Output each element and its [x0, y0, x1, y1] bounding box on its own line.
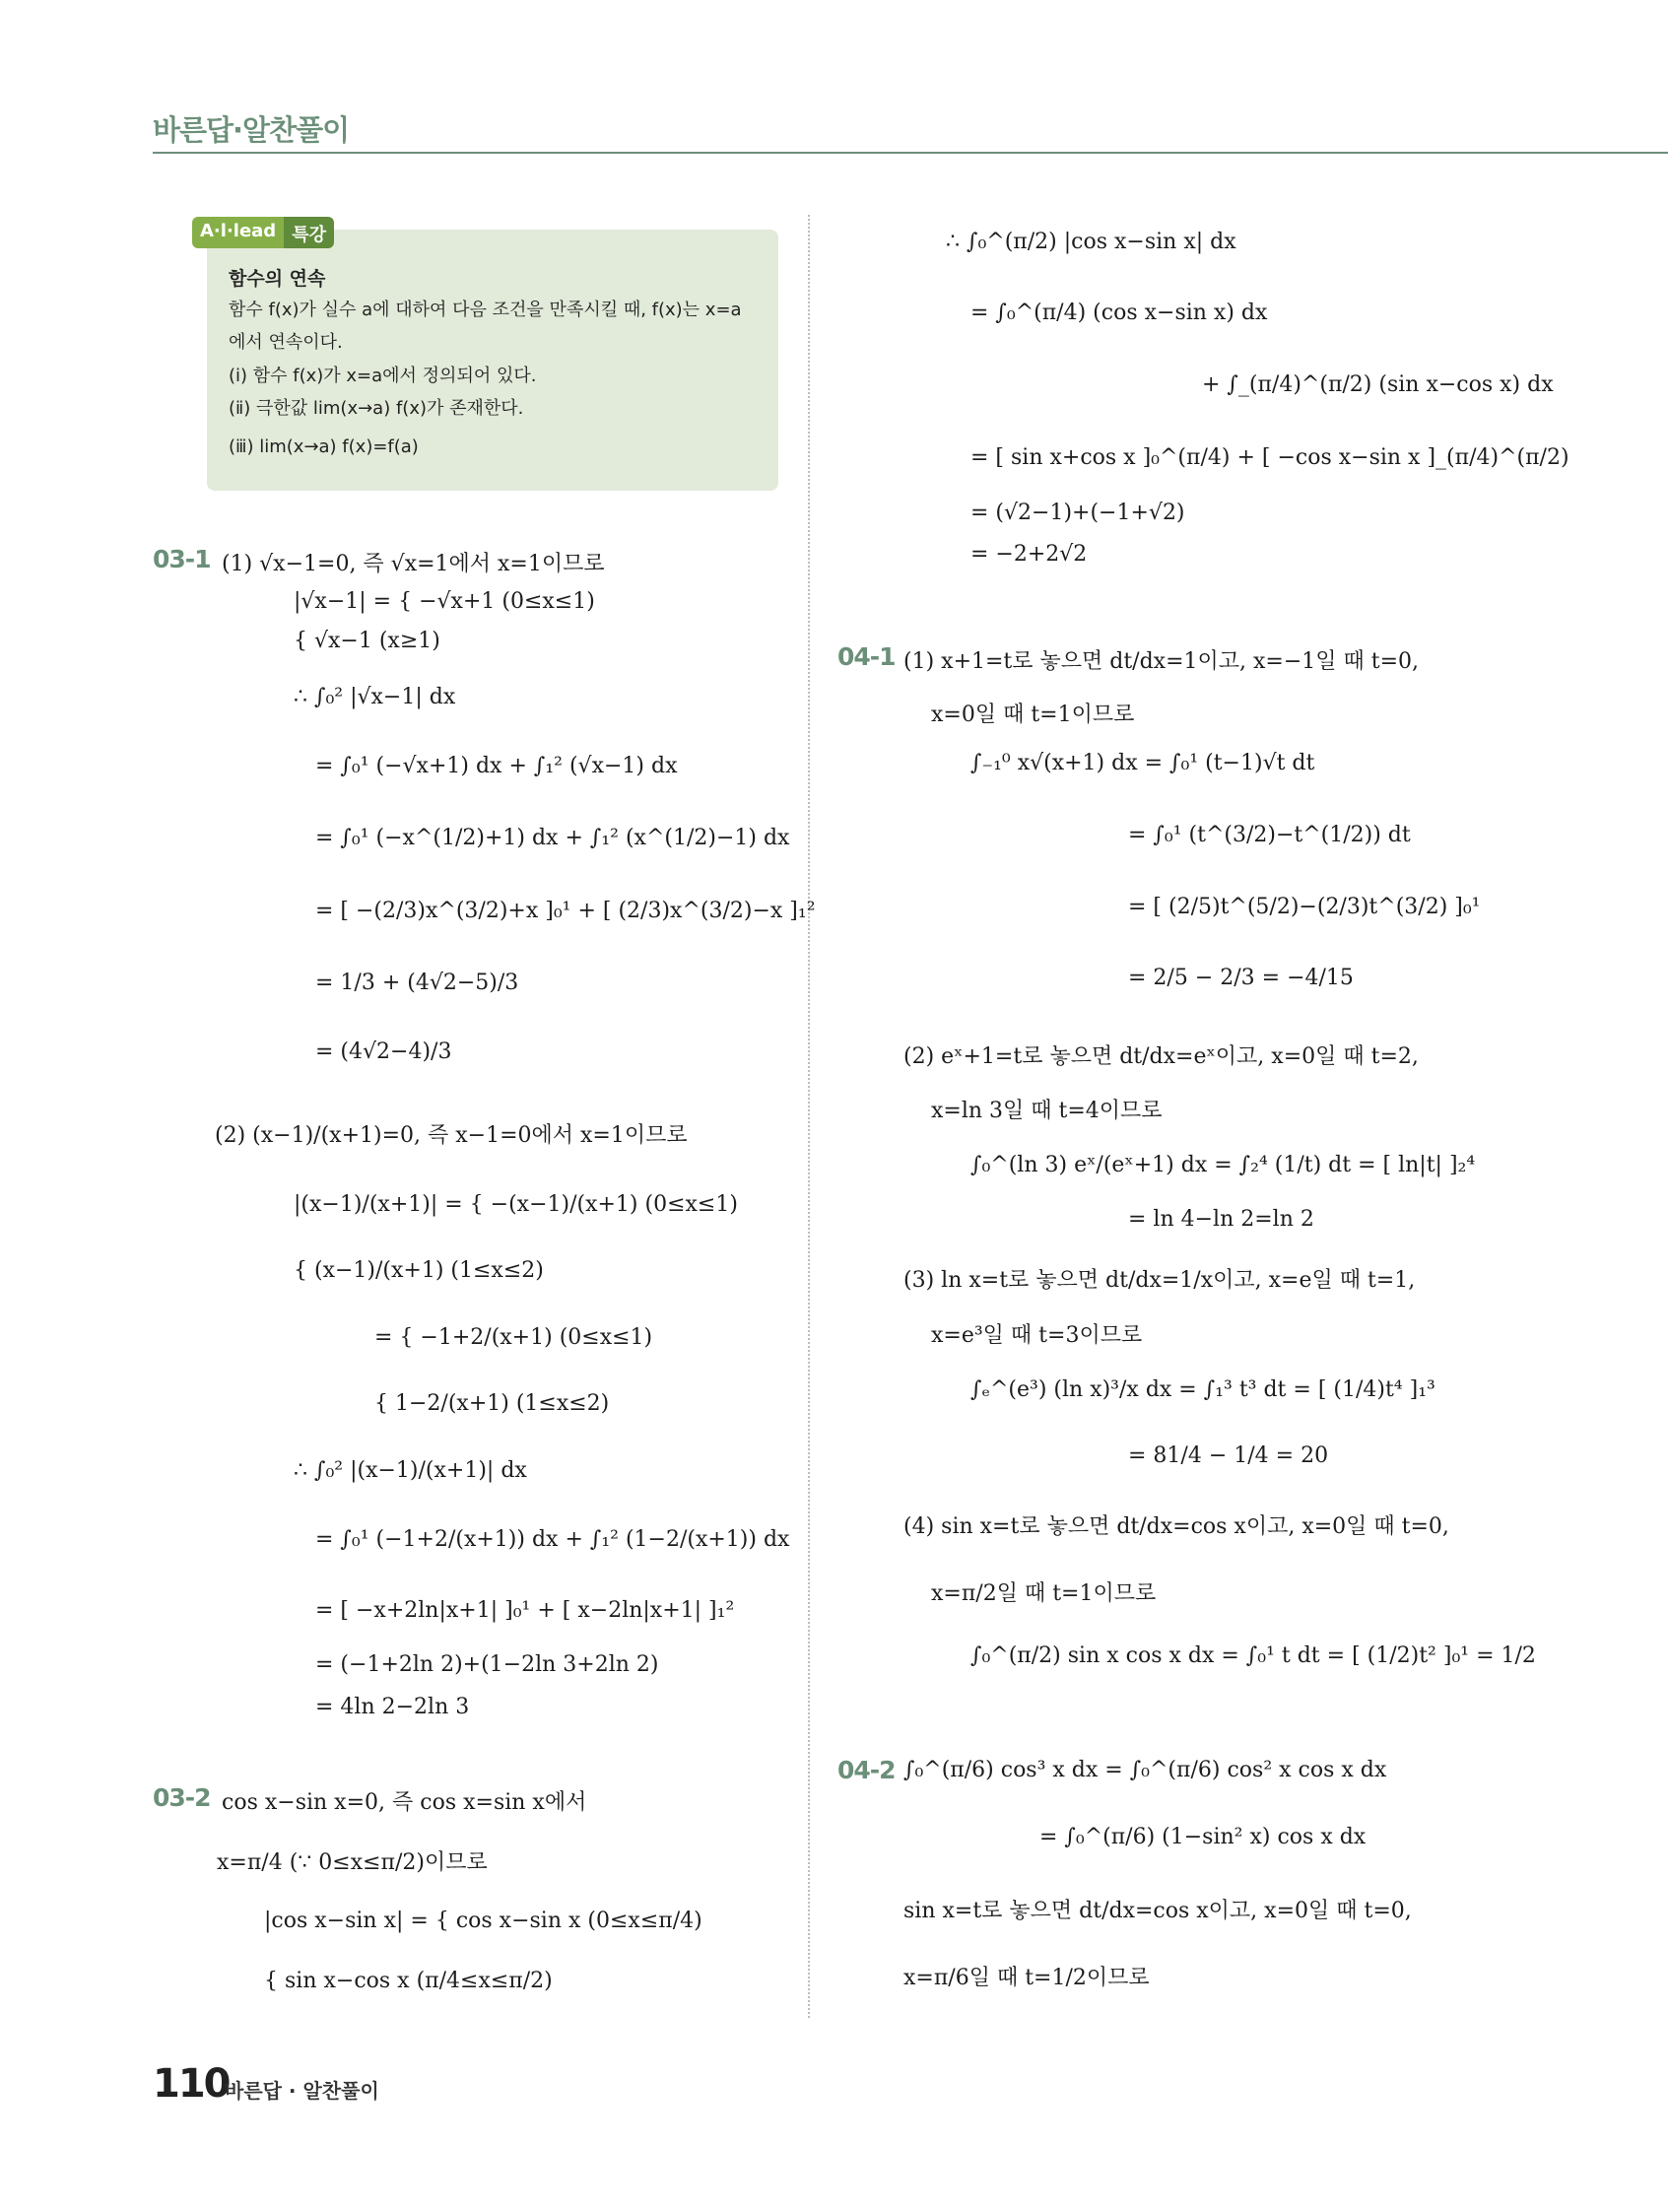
solution-line: ∫ₑ^(e³) (ln x)³/x dx = ∫₁³ t³ dt = [ (1/4)t⁴ ]₁³	[970, 1377, 1435, 1402]
tip-badge-label: 특강	[284, 217, 334, 248]
solution-line: = [ −x+2ln|x+1| ]₀¹ + [ x−2ln|x+1| ]₁²	[315, 1598, 735, 1623]
problem-id-03-2: 03-2	[153, 1783, 211, 1812]
solution-line: ∴ ∫₀² |(x−1)/(x+1)| dx	[294, 1458, 527, 1483]
solution-line: + ∫_(π/4)^(π/2) (sin x−cos x) dx	[1202, 372, 1554, 397]
solution-line: ∫₀^(π/6) cos³ x dx = ∫₀^(π/6) cos² x cos x dx	[903, 1758, 1387, 1782]
solution-line: { sin x−cos x (π/4≤x≤π/2)	[264, 1969, 553, 1993]
tip-line: (ⅲ) lim(x→a) f(x)=f(a)	[229, 436, 419, 457]
column-divider	[808, 215, 810, 2018]
solution-line: x=π/2일 때 t=1이므로	[931, 1581, 1157, 1606]
header-title: 바른답·알찬풀이	[153, 113, 350, 147]
solution-line: ∫₀^(ln 3) eˣ/(eˣ+1) dx = ∫₂⁴ (1/t) dt = [ ln|t| ]₂⁴	[970, 1153, 1476, 1177]
solution-line: |cos x−sin x| = { cos x−sin x (0≤x≤π/4)	[264, 1909, 702, 1933]
tip-line: 함수 f(x)가 실수 a에 대하여 다음 조건을 만족시킬 때, f(x)는 x=a	[229, 300, 742, 320]
solution-line: ∫₀^(π/2) sin x cos x dx = ∫₀¹ t dt = [ (1/2)t² ]₀¹ = 1/2	[970, 1643, 1536, 1668]
solution-line: = ∫₀^(π/6) (1−sin² x) cos x dx	[1039, 1825, 1367, 1849]
solution-line: = ∫₀¹ (−1+2/(x+1)) dx + ∫₁² (1−2/(x+1)) dx	[315, 1527, 790, 1552]
tip-badge	[192, 217, 334, 248]
solution-line: = { −1+2/(x+1) (0≤x≤1)	[374, 1325, 653, 1350]
footer-label: 바른답 · 알찬풀이	[225, 2079, 379, 2103]
solution-line: x=π/4 (∵ 0≤x≤π/2)이므로	[217, 1850, 488, 1875]
solution-line: = ∫₀¹ (−√x+1) dx + ∫₁² (√x−1) dx	[315, 754, 678, 778]
solution-line: ∴ ∫₀^(π/2) |cos x−sin x| dx	[946, 230, 1236, 254]
solution-line: x=π/6일 때 t=1/2이므로	[903, 1966, 1150, 1990]
solution-line: = ∫₀¹ (−x^(1/2)+1) dx + ∫₁² (x^(1/2)−1) dx	[315, 826, 790, 850]
solution-line: { 1−2/(x+1) (1≤x≤2)	[374, 1391, 610, 1416]
solution-line: (1) x+1=t로 놓으면 dt/dx=1이고, x=−1일 때 t=0,	[903, 649, 1420, 674]
solution-line: (4) sin x=t로 놓으면 dt/dx=cos x이고, x=0일 때 t=0,	[903, 1514, 1449, 1539]
problem-id-04-1: 04-1	[837, 642, 896, 671]
solution-line: = 81/4 − 1/4 = 20	[1128, 1443, 1329, 1468]
solution-line: = [ (2/5)t^(5/2)−(2/3)t^(3/2) ]₀¹	[1128, 895, 1481, 919]
solution-line: (2) (x−1)/(x+1)=0, 즉 x−1=0에서 x=1이므로	[215, 1123, 688, 1148]
solution-line: = ∫₀¹ (t^(3/2)−t^(1/2)) dt	[1128, 823, 1411, 847]
solution-line: = 2/5 − 2/3 = −4/15	[1128, 966, 1354, 990]
solution-line: cos x−sin x=0, 즉 cos x=sin x에서	[222, 1790, 587, 1815]
solution-line: = −2+2√2	[970, 542, 1088, 567]
solution-line: ∫₋₁⁰ x√(x+1) dx = ∫₀¹ (t−1)√t dt	[970, 751, 1315, 775]
header-rule	[153, 152, 1668, 154]
solution-line: = ln 4−ln 2=ln 2	[1128, 1207, 1314, 1232]
solution-line: = 4ln 2−2ln 3	[315, 1695, 470, 1719]
solution-line: = (√2−1)+(−1+√2)	[970, 501, 1185, 525]
problem-id-03-1: 03-1	[153, 545, 211, 573]
solution-line: ∴ ∫₀² |√x−1| dx	[294, 685, 456, 709]
solution-line: { (x−1)/(x+1) (1≤x≤2)	[294, 1258, 544, 1283]
solution-line: = (4√2−4)/3	[315, 1039, 452, 1064]
tip-line: (ⅱ) 극한값 lim(x→a) f(x)가 존재한다.	[229, 398, 524, 419]
solution-line: = ∫₀^(π/4) (cos x−sin x) dx	[970, 301, 1268, 325]
solution-line: sin x=t로 놓으면 dt/dx=cos x이고, x=0일 때 t=0,	[903, 1899, 1412, 1923]
solution-line: (3) ln x=t로 놓으면 dt/dx=1/x이고, x=e일 때 t=1,	[903, 1268, 1416, 1293]
solution-line: = (−1+2ln 2)+(1−2ln 3+2ln 2)	[315, 1652, 659, 1677]
tip-line: 에서 연속이다.	[229, 332, 343, 353]
solution-line: |(x−1)/(x+1)| = { −(x−1)/(x+1) (0≤x≤1)	[294, 1192, 738, 1217]
problem-id-04-2: 04-2	[837, 1756, 896, 1784]
tip-title: 함수의 연속	[229, 268, 326, 290]
solution-line: (2) eˣ+1=t로 놓으면 dt/dx=eˣ이고, x=0일 때 t=2,	[903, 1044, 1419, 1069]
tip-badge-brand: A·l·lead	[192, 217, 284, 248]
solution-line: x=0일 때 t=1이므로	[931, 703, 1135, 727]
solution-line: = 1/3 + (4√2−5)/3	[315, 971, 519, 995]
solution-line: (1) √x−1=0, 즉 √x=1에서 x=1이므로	[222, 552, 605, 576]
solution-line: x=ln 3일 때 t=4이므로	[931, 1099, 1163, 1123]
solution-line: x=e³일 때 t=3이므로	[931, 1323, 1143, 1348]
solution-line: { √x−1 (x≥1)	[294, 629, 440, 653]
solution-line: = [ −(2/3)x^(3/2)+x ]₀¹ + [ (2/3)x^(3/2)−x ]₁²	[315, 899, 816, 923]
page-number: 110	[153, 2061, 230, 2107]
tip-line: (ⅰ) 함수 f(x)가 x=a에서 정의되어 있다.	[229, 366, 537, 386]
solution-line: = [ sin x+cos x ]₀^(π/4) + [ −cos x−sin x ]_(π/4)^(π/2)	[970, 445, 1569, 470]
solution-line: |√x−1| = { −√x+1 (0≤x≤1)	[294, 589, 595, 614]
